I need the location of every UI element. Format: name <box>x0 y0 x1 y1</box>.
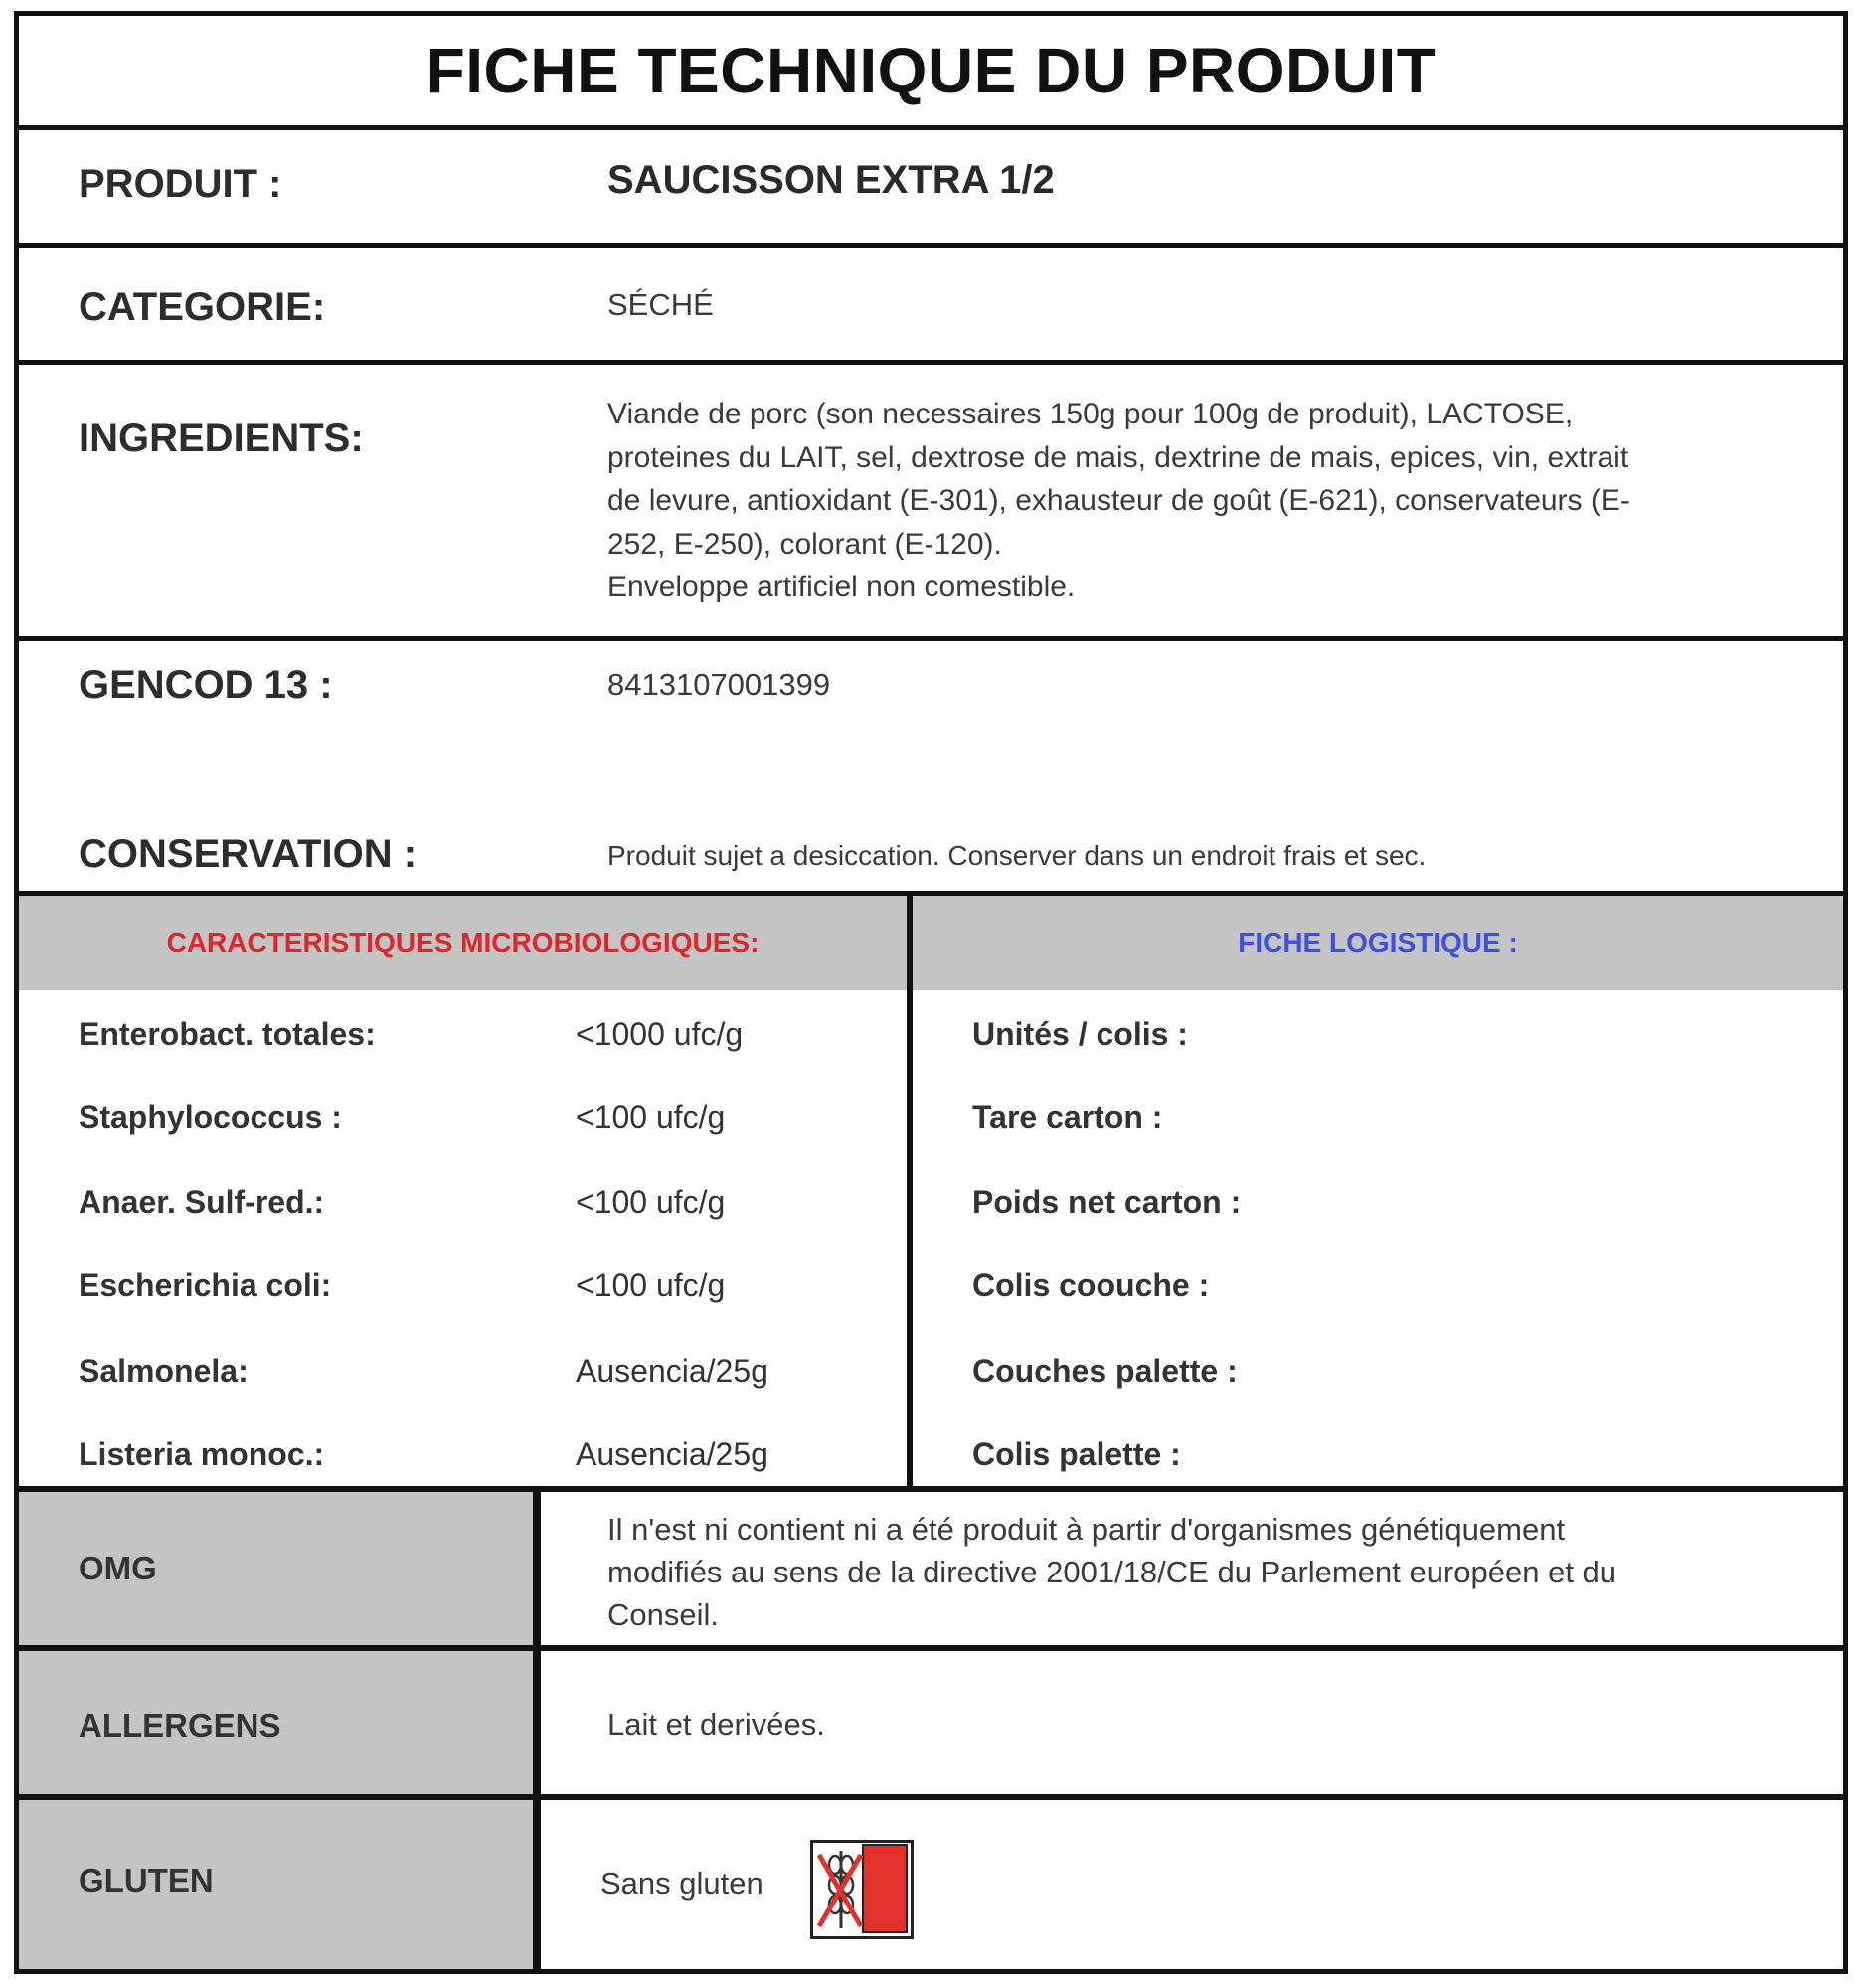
omg-line: modifiés au sens de la directive 2001/18/CE du Parlement européen et du <box>607 1555 1617 1589</box>
categorie-value: SÉCHÉ <box>607 287 714 322</box>
omg-label: OMG <box>79 1550 157 1586</box>
micro-name: Listeria monoc.: <box>79 1436 325 1472</box>
gluten-label: GLUTEN <box>79 1862 214 1899</box>
micro-name: Enterobact. totales: <box>79 1016 376 1052</box>
conservation-label: CONSERVATION : <box>79 832 418 876</box>
micro-row <box>19 1170 907 1253</box>
logistics-row <box>913 1253 1843 1337</box>
logistics-label: Unités / colis : <box>972 1016 1188 1052</box>
row-allergens <box>19 1651 1843 1800</box>
logistics-label: Colis coouche : <box>972 1267 1210 1303</box>
micro-row <box>19 1339 907 1422</box>
micro-name: Salmonela: <box>79 1353 249 1389</box>
row-produit <box>19 130 1843 248</box>
logistics-row <box>913 1170 1843 1253</box>
logistics-header: FICHE LOGISTIQUE : <box>913 896 1843 990</box>
allergens-label: ALLERGENS <box>79 1707 281 1743</box>
micro-name: Staphylococcus : <box>79 1099 342 1135</box>
gluten-free-icon <box>810 1840 914 1939</box>
ingredients-text <box>607 393 1800 609</box>
gluten-label-cell <box>19 1800 541 1969</box>
micro-value: <100 ufc/g <box>576 1267 726 1303</box>
logistics-label: Colis palette : <box>972 1436 1181 1472</box>
logistics-row <box>913 1339 1843 1422</box>
ingredients-line: Viande de porc (son necessaires 150g pour 100g de produit), LACTOSE, <box>607 398 1574 430</box>
page-title: FICHE TECHNIQUE DU PRODUIT <box>19 16 1843 130</box>
row-gencod-conservation <box>19 641 1843 896</box>
micro-value: <1000 ufc/g <box>576 1016 744 1052</box>
ingredients-line: 252, E-250), colorant (E-120). <box>607 527 1002 561</box>
micro-value: Ausencia/25g <box>576 1353 768 1389</box>
row-ingredients <box>19 365 1843 641</box>
gluten-free-icon-graphic <box>813 1843 911 1936</box>
micro-logistics-section <box>19 896 1843 1492</box>
micro-row <box>19 1002 907 1085</box>
row-omg <box>19 1492 1843 1651</box>
gluten-value: Sans gluten <box>600 1866 763 1901</box>
allergens-value: Lait et derivées. <box>607 1707 825 1741</box>
micro-value: Ausencia/25g <box>576 1436 768 1472</box>
ingredients-line: de levure, antioxidant (E-301), exhausteur de goût (E-621), conservateurs (E- <box>607 484 1630 517</box>
omg-text <box>607 1508 1800 1636</box>
allergens-label-cell <box>19 1651 541 1794</box>
ingredients-label: INGREDIENTS: <box>79 416 364 460</box>
logistics-label: Tare carton : <box>972 1099 1163 1135</box>
row-categorie <box>19 248 1843 365</box>
omg-line: Conseil. <box>607 1597 719 1632</box>
logistics-row <box>913 1002 1843 1085</box>
produit-label: PRODUIT : <box>79 162 282 206</box>
technical-sheet <box>14 11 1848 1974</box>
micro-row <box>19 1253 907 1337</box>
micro-header: CARACTERISTIQUES MICROBIOLOGIQUES: <box>19 896 907 990</box>
conservation-value: Produit sujet a desiccation. Conserver dans un endroit frais et sec. <box>607 840 1427 871</box>
omg-line: Il n'est ni contient ni a été produit à partir d'organismes génétiquement <box>607 1512 1566 1547</box>
micro-value: <100 ufc/g <box>576 1099 726 1135</box>
logistics-row <box>913 1085 1843 1169</box>
micro-name: Anaer. Sulf-red.: <box>79 1184 325 1220</box>
categorie-label: CATEGORIE: <box>79 285 326 329</box>
gencod-value: 8413107001399 <box>607 667 831 702</box>
ingredients-line: Enveloppe artificiel non comestible. <box>607 571 1076 603</box>
logistics-label: Poids net carton : <box>972 1184 1242 1220</box>
row-gluten <box>19 1800 1843 1969</box>
micro-value: <100 ufc/g <box>576 1184 726 1220</box>
micro-row <box>19 1085 907 1169</box>
produit-value: SAUCISSON EXTRA 1/2 <box>607 158 1055 202</box>
micro-name: Escherichia coli: <box>79 1267 332 1303</box>
gencod-label: GENCOD 13 : <box>79 663 333 707</box>
omg-label-cell <box>19 1492 541 1645</box>
logistics-label: Couches palette : <box>972 1353 1238 1389</box>
ingredients-line: proteines du LAIT, sel, dextrose de mais, dextrine de mais, epices, vin, extrait <box>607 440 1629 474</box>
